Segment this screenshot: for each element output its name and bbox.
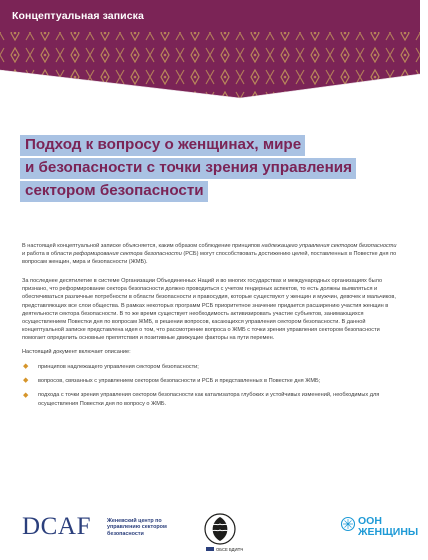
list-item: ◆ вопросов, связанных с управлением сектором безопасности и РСБ и представленных в Повестке дня ЖМБ; <box>23 377 321 385</box>
bullet-diamond-icon: ◆ <box>23 363 29 370</box>
dcaf-wordmark: DCAF <box>22 513 92 540</box>
contents-intro: Настоящий документ включает описание: <box>22 349 131 356</box>
un-text-bottom: ЖЕНЩИНЫ <box>358 526 419 538</box>
title-line-1: Подход к вопросу о женщинах, мире <box>20 135 305 156</box>
contents-list <box>22 363 398 408</box>
list-item: ◆ принципов надлежащего управления сектором безопасности; <box>23 363 199 370</box>
intro-emphasis-good-governance: надлежащего управления сектором безопасности <box>261 243 397 249</box>
un-women-wordmark <box>358 516 428 538</box>
bullet-diamond-icon: ◆ <box>23 377 29 385</box>
context-paragraph: За последнее десятилетие в системе Организации Объединенных Наций и во многих государствах и международных организациях было признано, что реформирование сектора безопасности должно проводиться с учетом гендерных аспектов, то есть должны выявляться и обеспечиваться различные потребности в области безопасности и правосудия, которые существуют у женщин и мужчин, девочек и мальчиков, представляющих все слои общества. В рамках некоторых программ РСБ приоритетное значение придается расширению участия женщин в деятельности сектора безопасности. В то же время существует необходимость активизировать участие субъектов, занимающихся осуществлением Повестки дня по вопросам ЖМБ, в решении вопросов, касающихся управления сектором безопасности. В данной концептуальной записке представлена идея о том, что рассмотрение вопроса о ЖМБ с точки зрения управления сектором безопасности помогает определить основные препятствия и позитивные движущие факторы на пути перемен. <box>22 278 396 341</box>
dcaf-name: Женевский центр по управлению сектором безопасности <box>107 518 167 537</box>
title-line-3: сектором безопасности <box>20 181 208 202</box>
list-item: ◆ подхода с точки зрения управления сектором безопасности как катализатора глубоких и устойчивых изменений, необходимых для осуществления Повестки дня по вопросу о ЖМБ. <box>23 391 380 407</box>
osce-odihr-logo <box>200 511 244 560</box>
osce-emblem-icon <box>200 511 244 555</box>
title-line-2: и безопасности с точки зрения управления <box>20 158 356 179</box>
document-type-label: Концептуальная записка <box>12 10 144 22</box>
bullet-diamond-icon: ◆ <box>23 391 29 399</box>
intro-text-a: В настоящей концептуальной записке объясняется, каким образом соблюдение принципов <box>22 243 262 249</box>
intro-emphasis-ssr: реформирования сектора безопасности <box>73 251 182 258</box>
intro-text-b: и работа в области <box>22 251 74 258</box>
intro-text-c: (РСБ) могут способствовать достижению целей, поставленных в Повестке дня по вопросам женщин, мира и безопасности (ЖМБ). <box>22 251 397 266</box>
document-title <box>20 135 360 204</box>
osce-text: ОБСЕ БДИПЧ <box>216 547 244 552</box>
un-text-top: ООН <box>358 515 382 527</box>
header-banner <box>0 0 420 98</box>
un-emblem-icon <box>340 516 356 532</box>
body-text <box>22 242 398 414</box>
intro-paragraph <box>22 242 398 266</box>
